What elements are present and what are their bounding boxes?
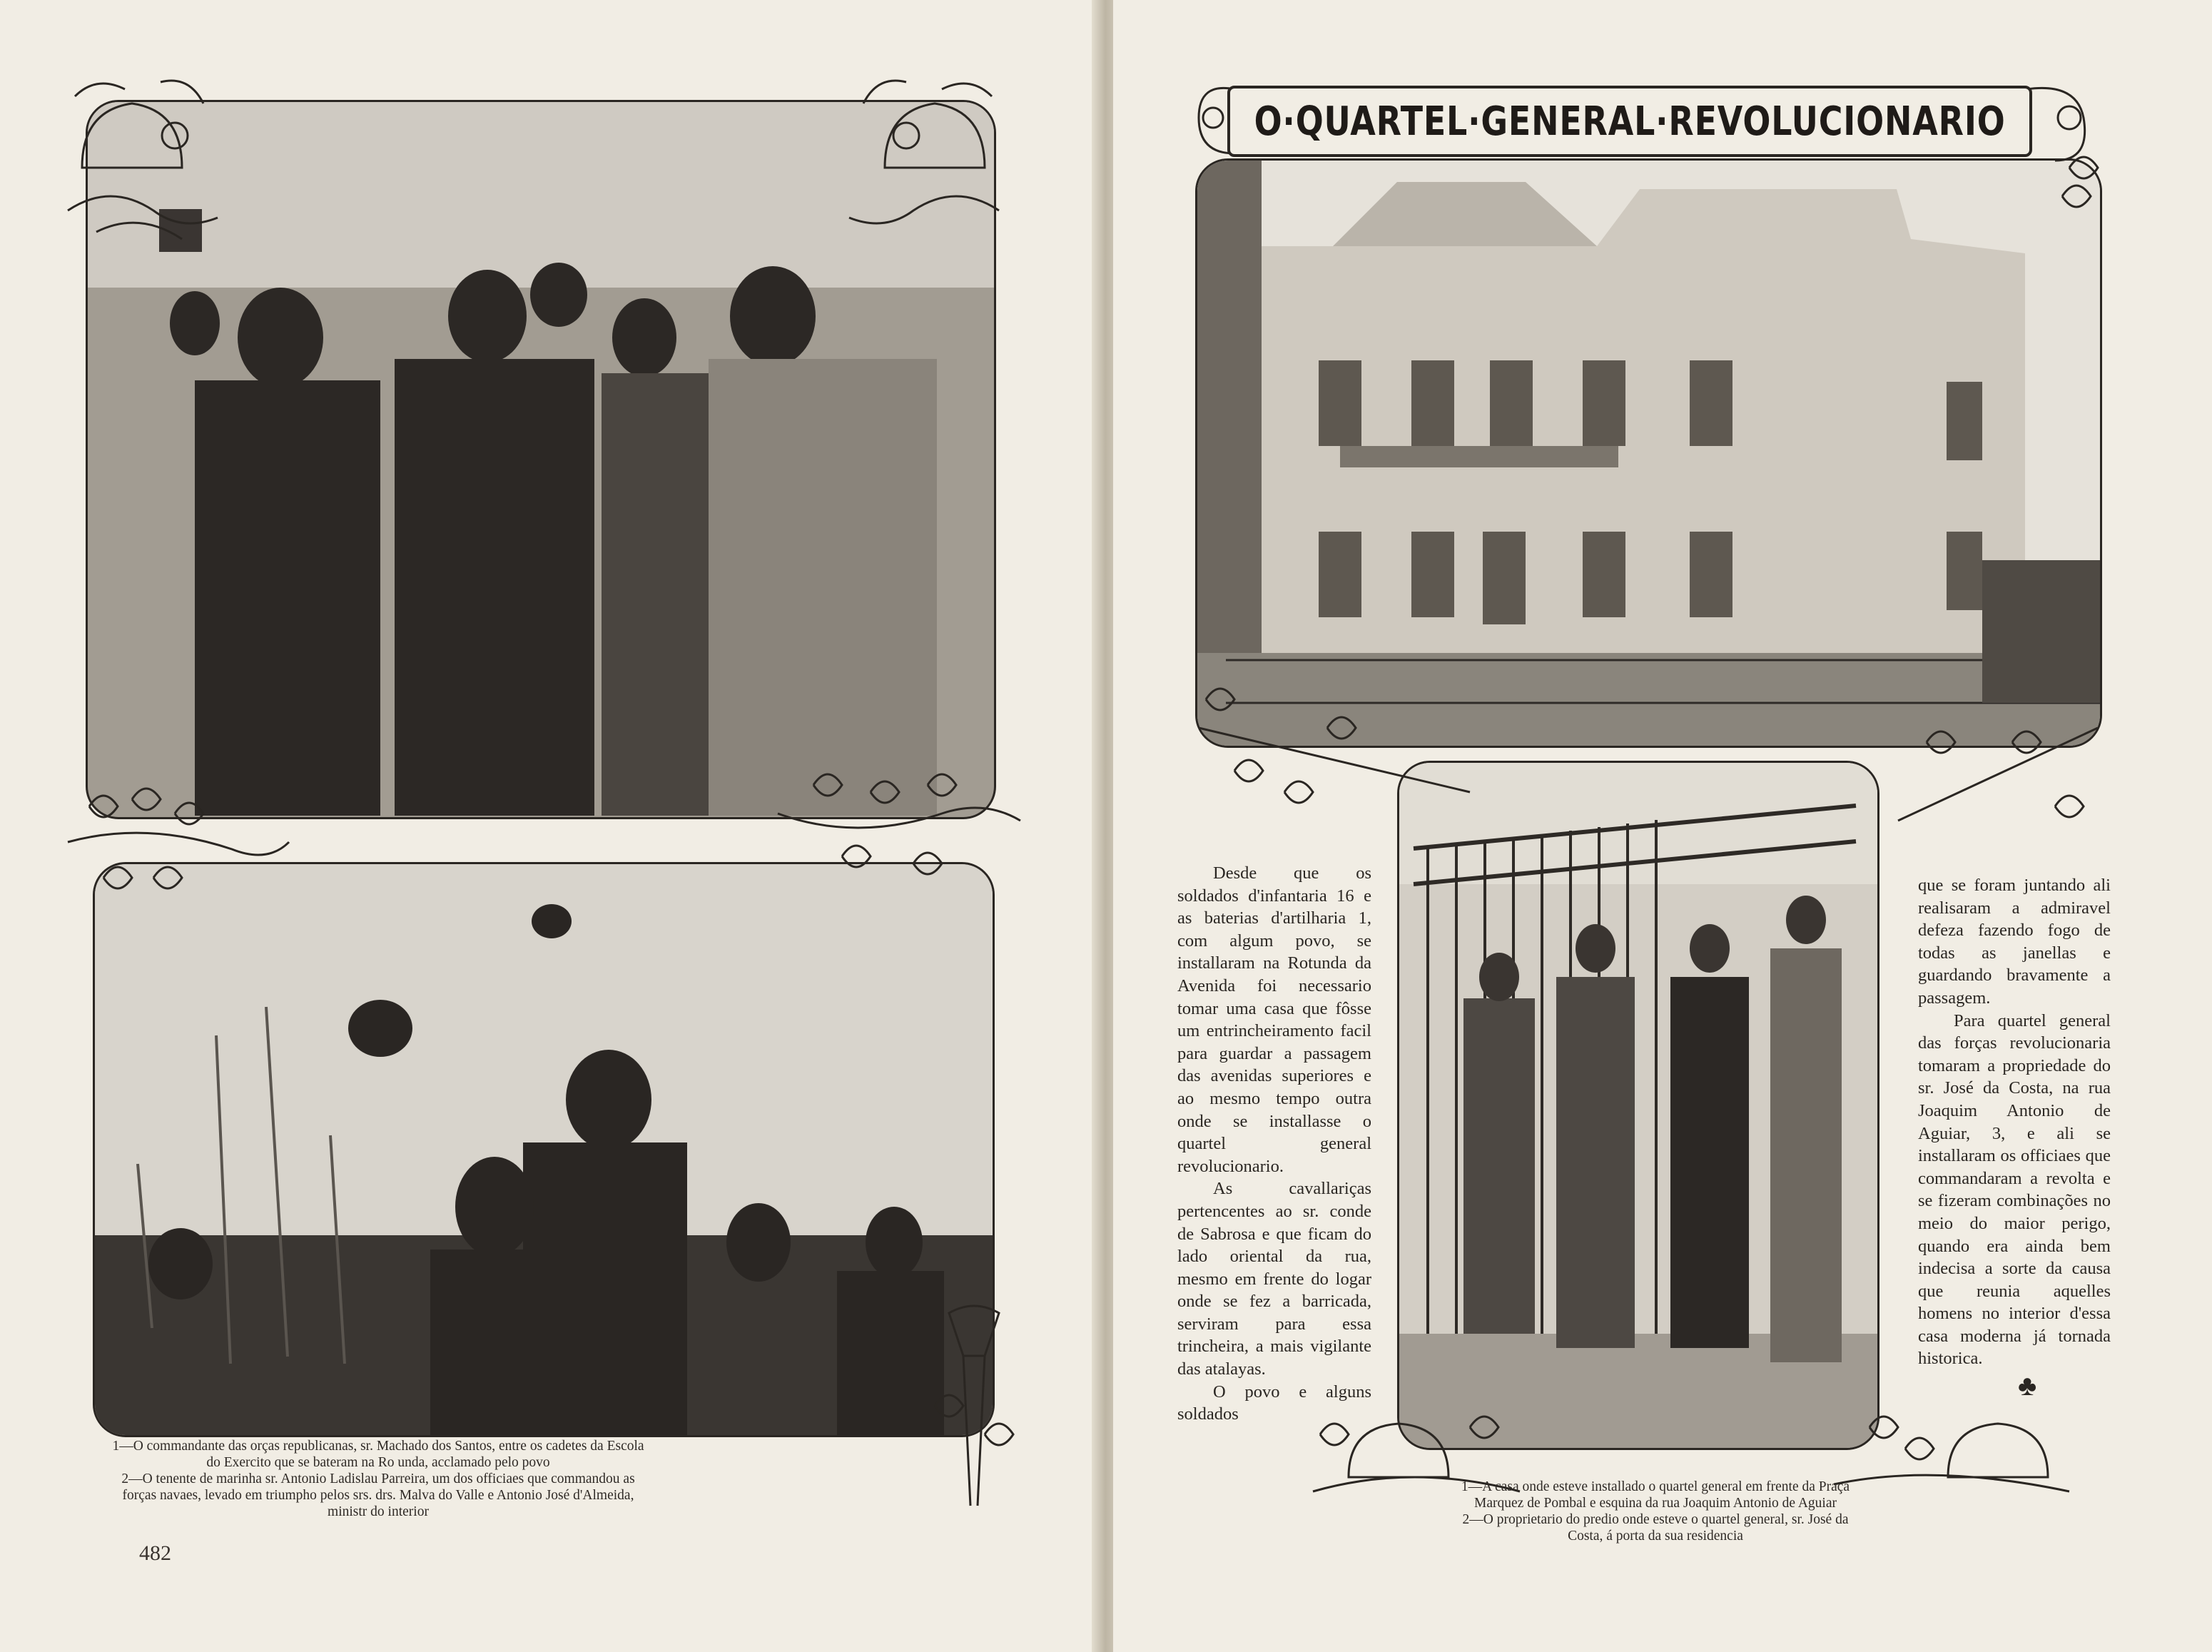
caption-line: 1—A casa onde esteve installado o quartel general em frente da Praça Marquez de Pombal e esquina da rua Joaquim Antonio de Aguiar [1461, 1479, 1850, 1511]
torch-ornament [920, 1299, 1028, 1513]
caption-right [1449, 1479, 1862, 1544]
article-column-left [1177, 862, 1371, 1426]
article-paragraph: O povo e alguns soldados [1177, 1382, 1371, 1424]
helmet-ornament-bottom-right [1827, 1399, 2084, 1506]
leaf-ornament-right [771, 764, 1028, 906]
caption-line: 2—O tenente de marinha sr. Antonio Ladislau Parreira, um dos officiaes que commandou as forças navaes, levado em triumpho pelos srs. drs. Malva do Valle e Antonio José d'Almeida, ministr do interior [121, 1471, 635, 1519]
caption-line: 2—O proprietario do predio onde esteve o quartel general, sr. José da Costa, á porta da sua residencia [1462, 1512, 1849, 1544]
page-number: 482 [139, 1541, 171, 1565]
caption-line: 1—O commandante das orças republicanas, sr. Machado dos Santos, entre os cadetes da Escola do Exercito que se bateram na Ro unda, acclamado pelo povo [112, 1439, 644, 1470]
end-mark: ♣ [2018, 1369, 2037, 1402]
article-paragraph: que se foram juntando ali realisaram a admiravel defeza fazendo fogo de todas as janellas e guardando bravamente a passagem. [1918, 876, 2111, 1008]
photo-men-at-gate [1397, 761, 1879, 1450]
photo-headquarters-building [1195, 158, 2102, 748]
headline: O·QUARTEL·GENERAL·REVOLUCIONARIO [1254, 98, 2006, 145]
article-paragraph: As cavallariças pertencentes ao sr. conde de Sabrosa e que ficam do lado oriental da rua, mesmo em frente do logar onde se fez a barricada, serviram para essa trincheira, a mais vigilante das atalayas. [1177, 1179, 1371, 1379]
headline-banner [1227, 86, 2032, 157]
sword-ornament-left [1184, 685, 1484, 821]
photo-crowd-cheering [93, 862, 995, 1437]
helmet-ornament-top-left [54, 68, 225, 246]
sword-ornament-right [1884, 714, 2112, 856]
helmet-ornament-top-right [842, 68, 1013, 246]
article-paragraph: Para quartel general das forças revolucionaria tomaram a propriedade do sr. José da Costa, na rua Joaquim Antonio de Aguiar, 3, e ali se installaram os officiaes que commandaram a revolta e se fizeram combinações no meio do maior perigo, quando era ainda bem indecisa a sorte da causa que reunia aquelles homens no interior d'essa casa moderna já tornada historica. [1918, 1010, 2111, 1369]
article-column-right [1918, 874, 2111, 1370]
leaf-ornament-left [61, 735, 296, 899]
caption-left [107, 1438, 649, 1520]
article-paragraph: Desde que os soldados d'infantaria 16 e as baterias d'artilharia 1, com algum povo, se installaram na Rotunda da Avenida foi necessario tomar uma casa que fôsse um entrincheiramento facil para guardar a passagem das avenidas superiores e ao mesmo tempo outra onde se installasse o quartel general revolucionario. [1177, 863, 1371, 1176]
